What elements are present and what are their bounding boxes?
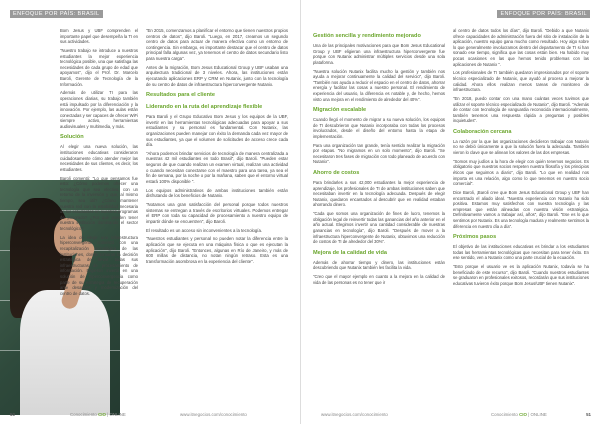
paragraph: Antes de la migración, Bom Jesus Educational Group y UBF usaban una arquitectura tradicional de 3 niveles. Ahora, las instituciones están ejecutando aplicaciones ERP y CRM en Nutanix, junto con la tecnología de su centro de datos de infraestructura hiperconvergente Nutanix. [146,64,288,87]
footer-brand: Conocimiento CIO | ONLINE [70,412,126,417]
paragraph: Además de ahorrar tiempo y dinero, las instituciones están descubriendo que Nutanix también les facilita la vida. [313,259,445,271]
paragraph: "Nuestra solución Nutanix facilita mucho la gestión y también nos ayuda a mejorar continuamente la calidad del servicio", dijo Baroli. "También nos ayuda a reducir el espacio en el centro de datos, ahorrar energía y facilitar las cosas a nuestro personal. El rendimiento de experiencia del usuario, la diferencia es notable y, de hecho, hemos visto una mejora en el rendimiento de alrededor del 40%". [313,68,445,102]
paragraph: "Ahora podemos brindar servicios de tecnología de manera centralizada a nuestras 42 mil estudiantes en todo Brasil", dijo Baroli. "Pueden estar seguros de que cuando realizan un examen virtual, realizan una actividad o cuando necesitan conectarse con el maestro para una tarea, ya sea el fin de semana, por la noche o por la mañana, saben que el entorno virtual estará 100% disponible ". [146,150,288,184]
section-tag: ENFOQUE POR PAÍS: BRASIL [10,10,103,18]
paragraph: Los profesionales de TI también quedaron impresionados por el soporte técnico especializado de Nutanix, que ayudó al proceso a mejorar la calidad. Ahora ellos realizan menos tareas de monitoreo de infraestructura. [453,70,589,93]
paragraph: Para Baroli y el Grupo Educativo Bom Jesus y los equipos de la UBF, invertir en las herramientas tecnológicas adecuadas para apoyar a sus estudiantes y su personal es fundamental. Con Nutanix, las organizaciones pueden manejar con éxito la demanda cada vez mayor de sus estudiantes, ya que el volumen de solicitudes de acceso crece cada día. [146,114,288,148]
section-heading: Migración escalable [313,107,367,114]
paragraph: "Cada que somos una organización de fines de lucro, tenemos la obligación legal de reinvertir todas las ganancias del año anterior en el año actual. Elegimos invertir una cantidad considerable de nuestras ganancias en tecnología", dijo Baroli. "Después de mover a la infraestructura hiperconvergente de Nutanix, obtuvimos una reducción de costos de TI de alrededor del 30%". [313,211,445,245]
section-heading: Resultados para el cliente [146,92,216,99]
paragraph: "Creo que el mayor ejemplo en cuanto a la mejora en la calidad de vida de las personas es no tener que ir [313,274,445,285]
paragraph: "Nuestro trabajo se introduce a nuestros estudiantes la mejor experiencia tecnológica posible, una que satisfaga las necesidades de cada grupo de edad que apoyamos", dijo el Prof. Dr. Marcelo Baroli, Gerente de Tecnología de la Información. [60,47,138,87]
paragraph: al centro de datos todos los días", dijo Baroli. "Debido a que Nutanix ofrece capacidades de administración fuera del sitio de instalación de la aplicación, nuestro equipo gana mucho como resultado. Hoy algo sobre lo que generalmente involucramos dentro del departamento de TI si han sonado ese tiempo, significa que las cosas están bien. Ha habido muy pocas ocasiones en las que hemos tenido problemas con las aplicaciones de Nutanix ". [453,28,589,67]
paragraph: "Esto porque el usuario ve es la aplicación Nutanix, todavía se ha beneficiado de este recurso", dijo Baroli. "Cuando nuestros estudiantes se graduaron en profesionales exitosos, recordarán que sus instituciones educativas tuvieron éxito porque Bom Jesus/UBF tienen Nutanix". [453,264,589,286]
paragraph: Una de las principales motivaciones para que Bom Jesus Educational Group y UBF eligieran una infraestructura hiperconvergente fue porque con Nutanix administrar múltiples servicios desde una sola plataforma. [313,43,445,65]
section-heading: Colaboración cercana [453,128,512,135]
footer-right [301,412,600,418]
paragraph: El resultado es un acceso sin inconvenientes a la tecnología. [146,227,263,233]
paragraph: La idea de elegir una infraestructura hiperconvergente comenzó con una recapitalización tecnológica de las instituciones, donde tomaron la decisión estratégica de llevar todas sus infraestructuras de procesamiento de información. Eligieron invertir en una solución de hiperconvergencia como parte de su estrategia de recuperación ante desastres y modernización del centro de datos. [60,234,138,296]
page-number: 50 [10,412,15,417]
section-heading: Próximos pasos [453,234,497,241]
left-column-1 [60,28,138,299]
paragraph: Además de utilizar TI para las operaciones diarias, su trabajo también está impulsado por la diferenciación y la innovación. Por ejemplo, las aulas están conectadas y ser capaces de ofrecer WiFi siempre activo, herramientas audiovisuales y multimedia, y más. [60,90,138,129]
paragraph: "Notamos una gran satisfacción del personal porque todos nuestros sistemas se entregan a través de escritorios virtuales. Podemos entregar el ERP con toda su capacidad de procesamiento a nuestro equipo de impartir dónde se encuentren", dijo Baroli. [146,202,288,224]
paragraph: Los equipos administrativos de ambas instituciones también están disfrutando de los beneficios de Nutanix. [146,187,288,199]
paragraph: Para una organización tan grande, tenía sentido realizar la migración por etapas. "No migramos en un solo momento", dijo Baroli. "Se necesitaron tres fases de migración con todo planeado de acuerdo con Nutanix". [313,142,445,165]
paragraph: "Nuestros estudiantes y personal no pueden notar la diferencia entre la aplicación que se ejecuta en una máquina física o que es ejecutan la aplicación", dijo Baroli. "Entonces, algunas en Río de Janeiro, y más de 600 millas de distancia, no notan ningún retraso. Esta es una transformación asombrosa en la experiencia del cliente". [146,236,288,264]
paragraph: Dice Baroli, ¡Baroli cree que Bom Jesus Educational Group y UBF han encontrado el aliado ideal. "Nuestra experiencia con Nutanix ha sido positiva. Estamos muy satisfechos con nuestra tecnología y las empresas que están alineadas con nuestra visión estratégica. Definitivamente vamos a trabajar así, años", dijo Baroli. "Ese es lo que sentimos por Nutanix. Es una tecnología madura y realmente sentimos la diferencia en nuestro día a día". [453,190,589,229]
right-page [300,0,600,424]
footer-url: www.itnegocios.com/conocimiento [321,412,388,417]
section-heading: Liderando en la ruta del aprendizaje flexible [146,104,263,111]
footer-brand: Conocimiento CIO | ONLINE [491,412,547,417]
page-number: 51 [586,412,591,417]
section-heading: Ahorro de costos [313,170,360,177]
paragraph: Al elegir una nueva solución, las instituciones educativas consideraron cuidadosamente cómo atender mejor las necesidades de sus clientes, es decir, los estudiantes. [60,144,138,172]
footer-url: www.itnegocios.com/conocimiento [180,412,247,417]
paragraph: Bom Jesus y UBF comprenden el importante papel que desempeña la TI en sus actividades. [60,28,138,45]
right-column-1 [313,28,445,289]
paragraph: El objetivo de las instituciones educativas es brindar a los estudiantes todas las herramientas tecnológicas que necesitan para tener éxito. En ese sentido, ven a Nutanix como una parte crucial de la ecuación. [453,244,589,261]
section-tag: ENFOQUE POR PAÍS: BRASIL [497,10,590,18]
paragraph: Baroli comentó: "Lo que pensamos fue esto: ¿Cómo podemos ofrecer una tecnología que sea efectiva, con un retorno de la inversión y que, al mismo tiempo, sea útil? ¿Cómo mantener nuestra red con la estabilidad necesaria de los estudiantes en nuestros programas de posgrado? ¿Por qué pueden tener nuestra institución dominando el sector tecnológico? [60,175,138,231]
footer-left [0,412,300,418]
right-column-2 [453,28,589,290]
paragraph: "En 2015, comenzamos a planificar el entorno que tienen nuestros propios centros de datos", dijo Baroli. "Luego, en 2017, creamos un segundo centro de datos para actuar de manera efectiva como un entorno de contingencia. Sin embargo, es importante destacar que el centro de datos principal falla algunas vez, ya tenemos el centro de datos secundario listo para nuestra carga". [146,28,288,61]
paragraph: "Somos muy judíos a la hora de elegir con quién tenemos negocios. Es obligatorio que nuestros socios respeten nuestra filosofía y los principios éticos que seguimos a diario", dijo Baroli. "Lo que en realidad nos importa es una relación, algo como lo que tenemos en nuestro socio comercial". [453,158,589,187]
section-heading: Mejora de la calidad de vida [313,249,387,256]
paragraph: La razón por la que las organizaciones decidieron trabajar con Nutanix no se debió únicamente a que la solución fuera la adecuada. También vieron lo clave que se alinean los valores de las dos empresas. [453,138,589,156]
paragraph: Cuando llegó el momento de migrar a su nueva solución, los equipos de TI descubrieron que Nutanix incorporaba con todas los procesos involucrados, desde el diseño del entorno hasta la etapa de implementación. [313,117,445,139]
section-heading: Solución [60,134,84,141]
paragraph: Para brindarles a sus 42,000 estudiantes la mejor experiencia de aprendizaje, los profesionales de TI de ambas instituciones saben que necesitaban invertir en la tecnología adecuada. Después de elegir Nutanix, quedaron encantados al descubrir que en realidad estaban ahorrando dinero. [313,180,445,208]
left-column-2 [146,28,288,268]
paragraph: "En 2018, puedo contar con una mano cuántas veces tuvimos que utilizar el soporte técnico especializado de Nutanix", dijo Baroli. "Además de contar con tecnología de vanguardia reconocida internacionalmente, también tenemos una respuesta rápida a preguntas y posibles inquietudes". [453,95,589,124]
section-heading: Gestión sencilla y rendimiento mejorado [313,33,421,39]
